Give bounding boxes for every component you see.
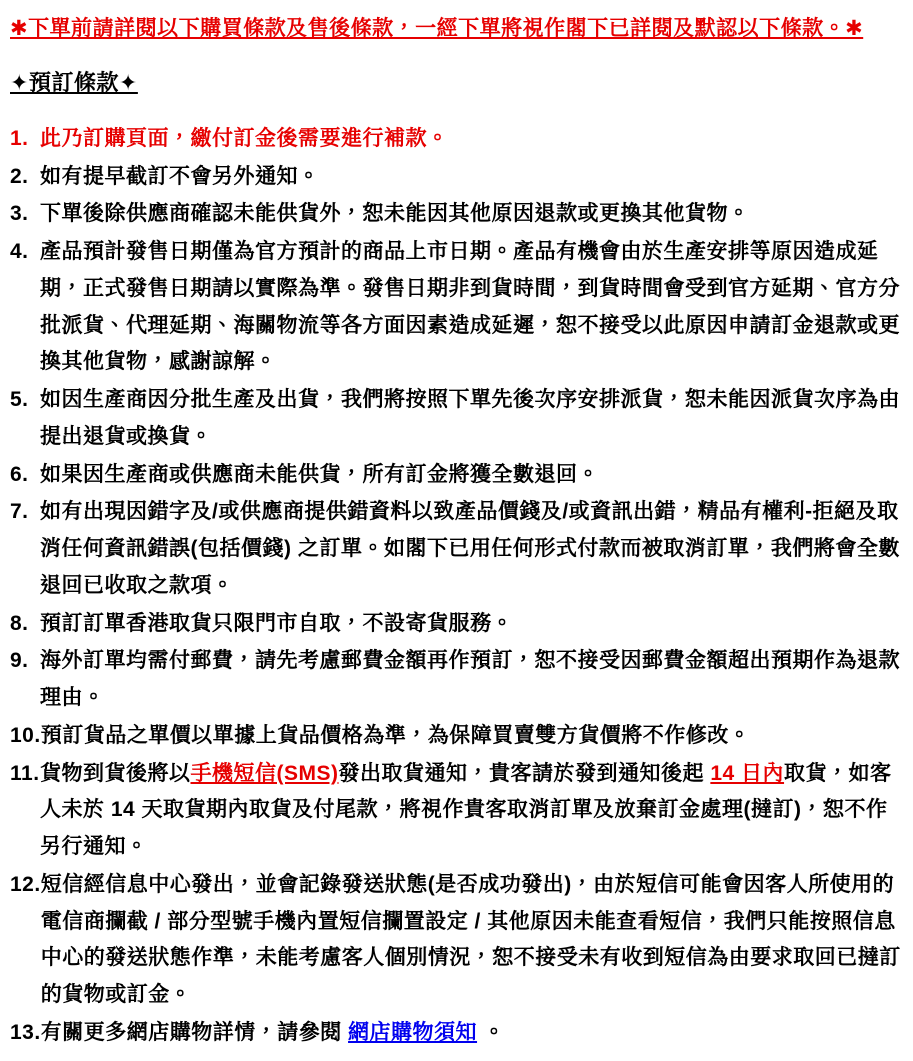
term-text-segment: 有關更多網店購物詳情，請參閱 (40, 1020, 349, 1044)
term-text-segment: 如有出現因錯字及/或供應商提供錯資料以致產品價錢及/或資訊出錯，精品有權利-拒絕及取消任何資訊錯誤(包括價錢) 之訂單。如閣下已用任何形式付款而被取消訂單，我們將會全數退回已收取之款項。 (40, 500, 900, 597)
term-text (40, 756, 903, 866)
term-item-11 (10, 756, 903, 866)
term-text-segment: 預訂訂單香港取貨只限門市自取，不設寄貨服務。 (40, 611, 513, 635)
term-item-1 (10, 121, 903, 158)
term-number: 5. (10, 388, 29, 412)
term-text-segment: 預訂貨品之單價以單據上貨品價格為準，為保障買賣雙方貨價將不作修改。 (40, 723, 751, 747)
term-text (40, 121, 903, 158)
store-shopping-guide-link[interactable]: 網店購物須知 (348, 1020, 478, 1044)
term-text-segment: 如因生產商因分批生產及出貨，我們將按照下單先後次序安排派貨，恕未能因派貨次序為由提出退貨或換貨。 (40, 388, 900, 448)
term-item-13 (10, 1015, 903, 1052)
terms-list (10, 121, 903, 1052)
term-text-segment: 此乃訂購頁面，繳付訂金後需要進行補款。 (40, 126, 449, 150)
purchase-notice-header: ✱下單前請詳閱以下購買條款及售後條款，一經下單將視作閣下已詳閱及默認以下條款。✱ (10, 17, 864, 40)
term-text (41, 867, 903, 1014)
term-number: 10. (10, 723, 41, 747)
term-item-2 (10, 159, 903, 196)
term-item-7 (10, 494, 903, 604)
term-item-8 (10, 606, 903, 643)
term-text-segment: 下單後除供應商確認未能供貨外，恕未能因其他原因退款或更換其他貨物。 (40, 202, 750, 226)
term-text-segment: 短信經信息中心發出，並會記錄發送狀態(是否成功發出)，由於短信可能會因客人所使用的電信商攔截 / 部分型號手機內置短信攔置設定 / 其他原因未能查看短信，我們只能按照信息中心的發送狀態作準，未能考慮客人個別情況，恕不接受未有收到短信為由要求取回已撻訂的貨物或訂金。 (40, 872, 901, 1007)
term-text (40, 159, 903, 196)
term-item-12 (10, 867, 903, 1014)
term-text (41, 718, 903, 755)
term-item-5 (10, 382, 903, 456)
term-text (40, 234, 903, 381)
term-item-4 (10, 234, 903, 381)
term-text-segment: 取貨，如客人未於 14 天取貨期內取貨及付尾款，將視作貴客取消訂單及放棄訂金處理(撻訂)，恕不作另行通知。 (40, 761, 892, 859)
term-text (40, 494, 903, 604)
term-text (40, 643, 903, 717)
term-number: 7. (10, 500, 29, 524)
term-text-segment: 如果因生產商或供應商未能供貨，所有訂金將獲全數退回。 (40, 462, 599, 486)
term-text-segment: 。 (477, 1020, 505, 1044)
term-number: 6. (10, 462, 29, 486)
term-item-9 (10, 643, 903, 717)
term-text (40, 457, 903, 494)
term-number: 4. (10, 240, 29, 264)
term-text-segment: 發出取貨通知，貴客請於發到通知後起 (338, 761, 711, 785)
term-number: 3. (10, 202, 29, 226)
term-text (40, 606, 903, 643)
term-item-10 (10, 718, 903, 755)
term-number: 11. (10, 761, 40, 785)
term-number: 9. (10, 649, 29, 673)
term-text-segment: 產品預計發售日期僅為官方預計的商品上市日期。產品有機會由於生產安排等原因造成延期，正式發售日期請以實際為準。發售日期非到貨時間，到貨時間會受到官方延期、官方分批派貨、代理延期、海關物流等各方面因素造成延遲，恕不接受以此原因申請訂金退款或更換其他貨物，感謝諒解。 (40, 240, 900, 374)
term-number: 13. (10, 1020, 41, 1044)
term-text (41, 1015, 903, 1052)
term-text (40, 382, 903, 456)
term-item-3 (10, 196, 903, 233)
term-text-segment: 海外訂單均需付郵費，請先考慮郵費金額再作預訂，恕不接受因郵費金額超出預期作為退款理由。 (40, 649, 900, 710)
red-emphasis-text: 14 日內 (710, 761, 785, 785)
term-text-segment: 如有提早截訂不會另外通知。 (40, 164, 320, 188)
section-title-preorder-terms: ✦預訂條款✦ (10, 70, 138, 96)
red-emphasis-text: 手機短信(SMS) (190, 761, 339, 785)
term-number: 2. (10, 164, 29, 188)
term-text (40, 196, 903, 233)
term-item-6 (10, 457, 903, 494)
term-text-segment: 貨物到貨後將以 (40, 761, 191, 785)
term-number: 12. (10, 872, 41, 896)
term-number: 8. (10, 611, 29, 635)
term-number: 1. (10, 126, 29, 150)
